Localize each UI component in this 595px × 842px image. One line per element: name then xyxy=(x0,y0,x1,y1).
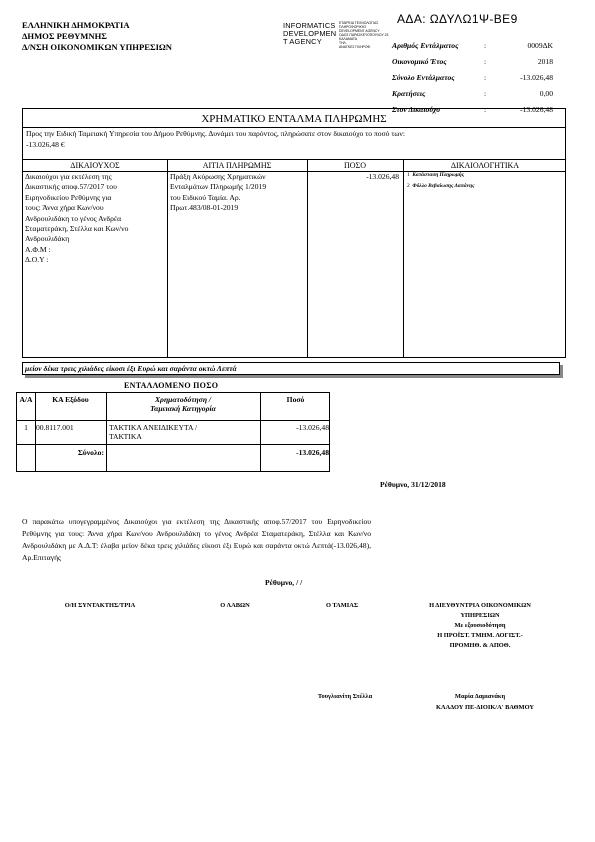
beneficiary-cell xyxy=(25,172,165,266)
issuer-header xyxy=(22,20,172,53)
meta-row-year: Οικονομικό Έτος : 2018 xyxy=(392,54,555,70)
cause-cell xyxy=(170,172,304,214)
mandate-intro xyxy=(26,128,556,150)
ent-header-amount: Ποσό xyxy=(286,395,305,404)
docs-cell xyxy=(407,170,563,192)
ent-row-amount: -13.026,48 xyxy=(296,423,329,432)
ent-header-funding xyxy=(106,395,260,413)
sig-director-grade: ΚΛΑΔΟΥ ΠΕ-ΔΙΟΙΚ/Α' ΒΑΘΜΟΥ xyxy=(435,704,534,711)
ent-header-funding-line: Χρηματοδότηση / xyxy=(154,395,211,404)
beneficiary-line: Ειρηνοδικείου Ρεθύμνης για xyxy=(25,192,112,202)
meta-row-to-beneficiary: Στον Δικαιούχο : -13.026,48 xyxy=(392,102,555,118)
meta-label: Οικονομικό Έτος xyxy=(392,57,447,66)
mandate-meta xyxy=(392,38,555,118)
doc-text: Κατάσταση Πληρωμής xyxy=(412,172,465,178)
ent-row-aa: 1 xyxy=(24,423,28,432)
ent-row-funding-line: ΤΑΚΤΙΚΑ ΑΝΕΙΔΙΚΕΥΤΑ / xyxy=(109,423,198,432)
amount-in-words xyxy=(22,362,560,375)
ent-row-ka: 00.8117.001 xyxy=(36,423,74,432)
ida-logo-line-2: DEVELOPMEN xyxy=(283,29,337,38)
amount-cell: -13.026,48 xyxy=(366,172,399,181)
col-header-docs: ΔΙΚΑΙΟΛΟΓΗΤΙΚΑ xyxy=(450,161,520,170)
beneficiary-line: Ανδρουλιδάκη xyxy=(25,234,70,244)
ent-total-label: Σύνολο: xyxy=(77,448,104,457)
doc-text: Φύλλο Βεβαίωσης Δαπάνης xyxy=(412,183,475,189)
ida-small-line-4: ΟΔΟΣ ΠΑΡΑΣΚΕΥΟΠΟΥΛΟΥ 23 xyxy=(339,33,389,37)
issuer-line-municipality: ΔΗΜΟΣ ΡΕΘΥΜΝΗΣ xyxy=(22,31,107,41)
meta-value: -13.026,48 xyxy=(520,105,553,114)
entalmeno-table xyxy=(16,392,330,472)
sig-director-name: Μαρία Δαμιανάκη xyxy=(454,693,506,700)
doc-item xyxy=(407,170,563,181)
ida-small-line-7: ΑΝΑΓΚΕΣ ΠΛΗΡΟΦ. xyxy=(339,45,372,49)
mandate-intro-amount: -13.026,48 € xyxy=(26,140,65,149)
doc-number: 2 xyxy=(407,183,410,189)
place-date: Ρέθυμνο, 31/12/2018 xyxy=(380,480,446,489)
meta-value: 0009ΔΚ xyxy=(527,41,553,50)
ida-logo-line-3: T AGENCY xyxy=(283,37,322,46)
ida-logo xyxy=(283,22,336,46)
col-header-amount: ΠΟΣΟ xyxy=(344,161,366,170)
ent-total-amount: -13.026,48 xyxy=(296,448,329,457)
meta-label: Αριθμός Εντάλματος xyxy=(392,41,459,50)
ida-small-line-2: ΠΛΗΡΟΦΟΡΙΚΗΣ xyxy=(339,25,367,29)
mandate-grid xyxy=(23,159,565,358)
col-header-beneficiary: ΔΙΚΑΙΟΥΧΟΣ xyxy=(70,161,120,170)
ent-row-funding xyxy=(109,423,259,441)
beneficiary-line: Δικαστικής αποφ.57/2017 του xyxy=(25,182,117,192)
doy-label: Δ.Ο.Υ : xyxy=(25,255,49,265)
ent-header-ka: ΚΑ Εξόδου xyxy=(52,395,89,404)
sig-director-line: Η ΔΙΕΥΘΥΝΤΡΙΑ ΟΙΚΟΝΟΜΙΚΩΝ xyxy=(429,602,531,609)
mandate-box xyxy=(22,108,566,358)
meta-row-number: Αριθμός Εντάλματος : 0009ΔΚ xyxy=(392,38,555,54)
doc-item xyxy=(407,181,563,192)
amount-in-words-text: μείον δέκα τρεις χιλιάδες είκοσι έξι Ευρώ και σαράντα οκτώ Λεπτά xyxy=(22,362,560,375)
beneficiary-line: Δικαιούχοι για εκτέλεση της xyxy=(25,172,112,181)
ida-logo-line-1: INFORMATICS xyxy=(283,21,336,30)
mandate-intro-text: Προς την Ειδική Ταμειακή Υπηρεσία του Δήμου Ρεθύμνης. Δυνάμει του παρόντος, πληρώσατε στον δικαιούχο το ποσό των: xyxy=(26,129,405,138)
issuer-line-country: ΕΛΛΗΝΙΚΗ ΔΗΜΟΚΡΑΤΙΑ xyxy=(22,20,130,30)
ada-code: ΑΔΑ: ΩΔΥΛΩ1Ψ-ΒΕ9 xyxy=(397,12,518,26)
beneficiary-line: τους: Άννα χήρα Κων/νου xyxy=(25,203,104,213)
meta-value: -13.026,48 xyxy=(520,73,553,82)
afm-label: Α.Φ.Μ : xyxy=(25,244,51,254)
sig-director-line: Με εξουσιοδότηση xyxy=(454,622,506,629)
sig-director-line: Η ΠΡΟΪΣΤ. ΤΜΗΜ. ΛΟΓΙΣΤ.- xyxy=(437,632,523,639)
ida-small-line-1: ΕΤΑΙΡΕΙΑ ΤΕΧΝΟΛΟΓΙΑΣ xyxy=(339,21,379,25)
sig-composer: Ο/Η ΣΥΝΤΑΚΤΗΣ/ΤΡΙΑ xyxy=(64,602,136,609)
ent-row-funding-line: ΤΑΚΤΙΚΑ xyxy=(109,432,142,441)
ent-header-funding-line: Ταμειακή Κατηγορία xyxy=(150,404,216,413)
meta-row-deductions: Κρατήσεις : 0,00 xyxy=(392,86,555,102)
sig-director-line: ΥΠΗΡΕΣΙΩΝ xyxy=(460,612,500,619)
meta-label: Στον Δικαιούχο xyxy=(392,105,441,114)
meta-label: Κρατήσεις xyxy=(392,89,426,98)
meta-row-total: Σύνολο Εντάλματος : -13.026,48 xyxy=(392,70,555,86)
entalmeno-title: ΕΝΤΑΛΛΟΜΕΝΟ ΠΟΣΟ xyxy=(124,381,219,390)
doc-number: 1 xyxy=(407,172,410,178)
meta-value: 0,00 xyxy=(539,89,553,98)
meta-label: Σύνολο Εντάλματος xyxy=(392,73,455,82)
cause-line: Πράξη Ακύρωσης Χρηματικών xyxy=(170,172,266,181)
ida-small-line-3: DEVELOPMENT AGENCY xyxy=(339,29,380,33)
cause-line: Ενταλμάτων Πληρωμής 1/2019 xyxy=(170,182,267,192)
receipt-text: Ο παρακάτω υπογεγραμμένος Δικαιούχοι για εκτέλεση της Δικαστικής αποφ.57/2017 του Ειρηνοδικείου Ρεθύμνης για τους: Άννα χήρα Κων/νου Ανδρουλιδάκη το γένος Ανδρέα Σταματεράκη, Στέλλα και Κων/νο Ανδρουλιδάκη με Α.Δ.Τ: έλαβα μείον δέκα τρεις χιλιάδες είκοσι έξι Ευρώ και σαράντα οκτώ Λεπτά(-13.026,48), Αρ.Επιταγής xyxy=(22,517,371,562)
sig-director-line: ΠΡΟΜΗΘ. & ΑΠΟΘ. xyxy=(449,642,511,649)
mandate-title: ΧΡΗΜΑΤΙΚΟ ΕΝΤΑΛΜΑ ΠΛΗΡΩΜΗΣ xyxy=(201,113,387,125)
meta-value: 2018 xyxy=(537,57,553,66)
beneficiary-line: Σταματεράκη, Στέλλα και Κων/νο xyxy=(25,224,129,234)
beneficiary-line: Ανδρουλιδάκη το γένος Ανδρέα xyxy=(25,213,122,223)
sig-director xyxy=(400,601,560,651)
sig-receiver: Ο ΛΑΒΩΝ xyxy=(220,602,250,609)
sig-treasurer: Ο ΤΑΜΙΑΣ xyxy=(325,602,359,609)
ida-logo-small-print xyxy=(339,21,397,49)
cause-line: Πρωτ.483/08-01-2019 xyxy=(170,203,239,213)
receipt-place: Ρέθυμνο, / / xyxy=(265,578,303,587)
sig-composer-name: Τουγλιανίτη Στέλλα xyxy=(317,693,373,700)
col-header-cause: ΑΙΤΙΑ ΠΛΗΡΩΜΗΣ xyxy=(202,161,272,170)
ida-small-line-6: ΤΗΛ. xyxy=(339,41,347,45)
ent-header-aa: Α/Α xyxy=(19,395,33,404)
issuer-line-department: Δ/ΝΣΗ ΟΙΚΟΝΟΜΙΚΩΝ ΥΠΗΡΕΣΙΩΝ xyxy=(22,42,173,52)
cause-line: του Ειδικού Ταμία. Αρ. xyxy=(170,192,241,202)
ida-small-line-5: ΚΑΛΑΜΑΤΑ xyxy=(339,37,357,41)
